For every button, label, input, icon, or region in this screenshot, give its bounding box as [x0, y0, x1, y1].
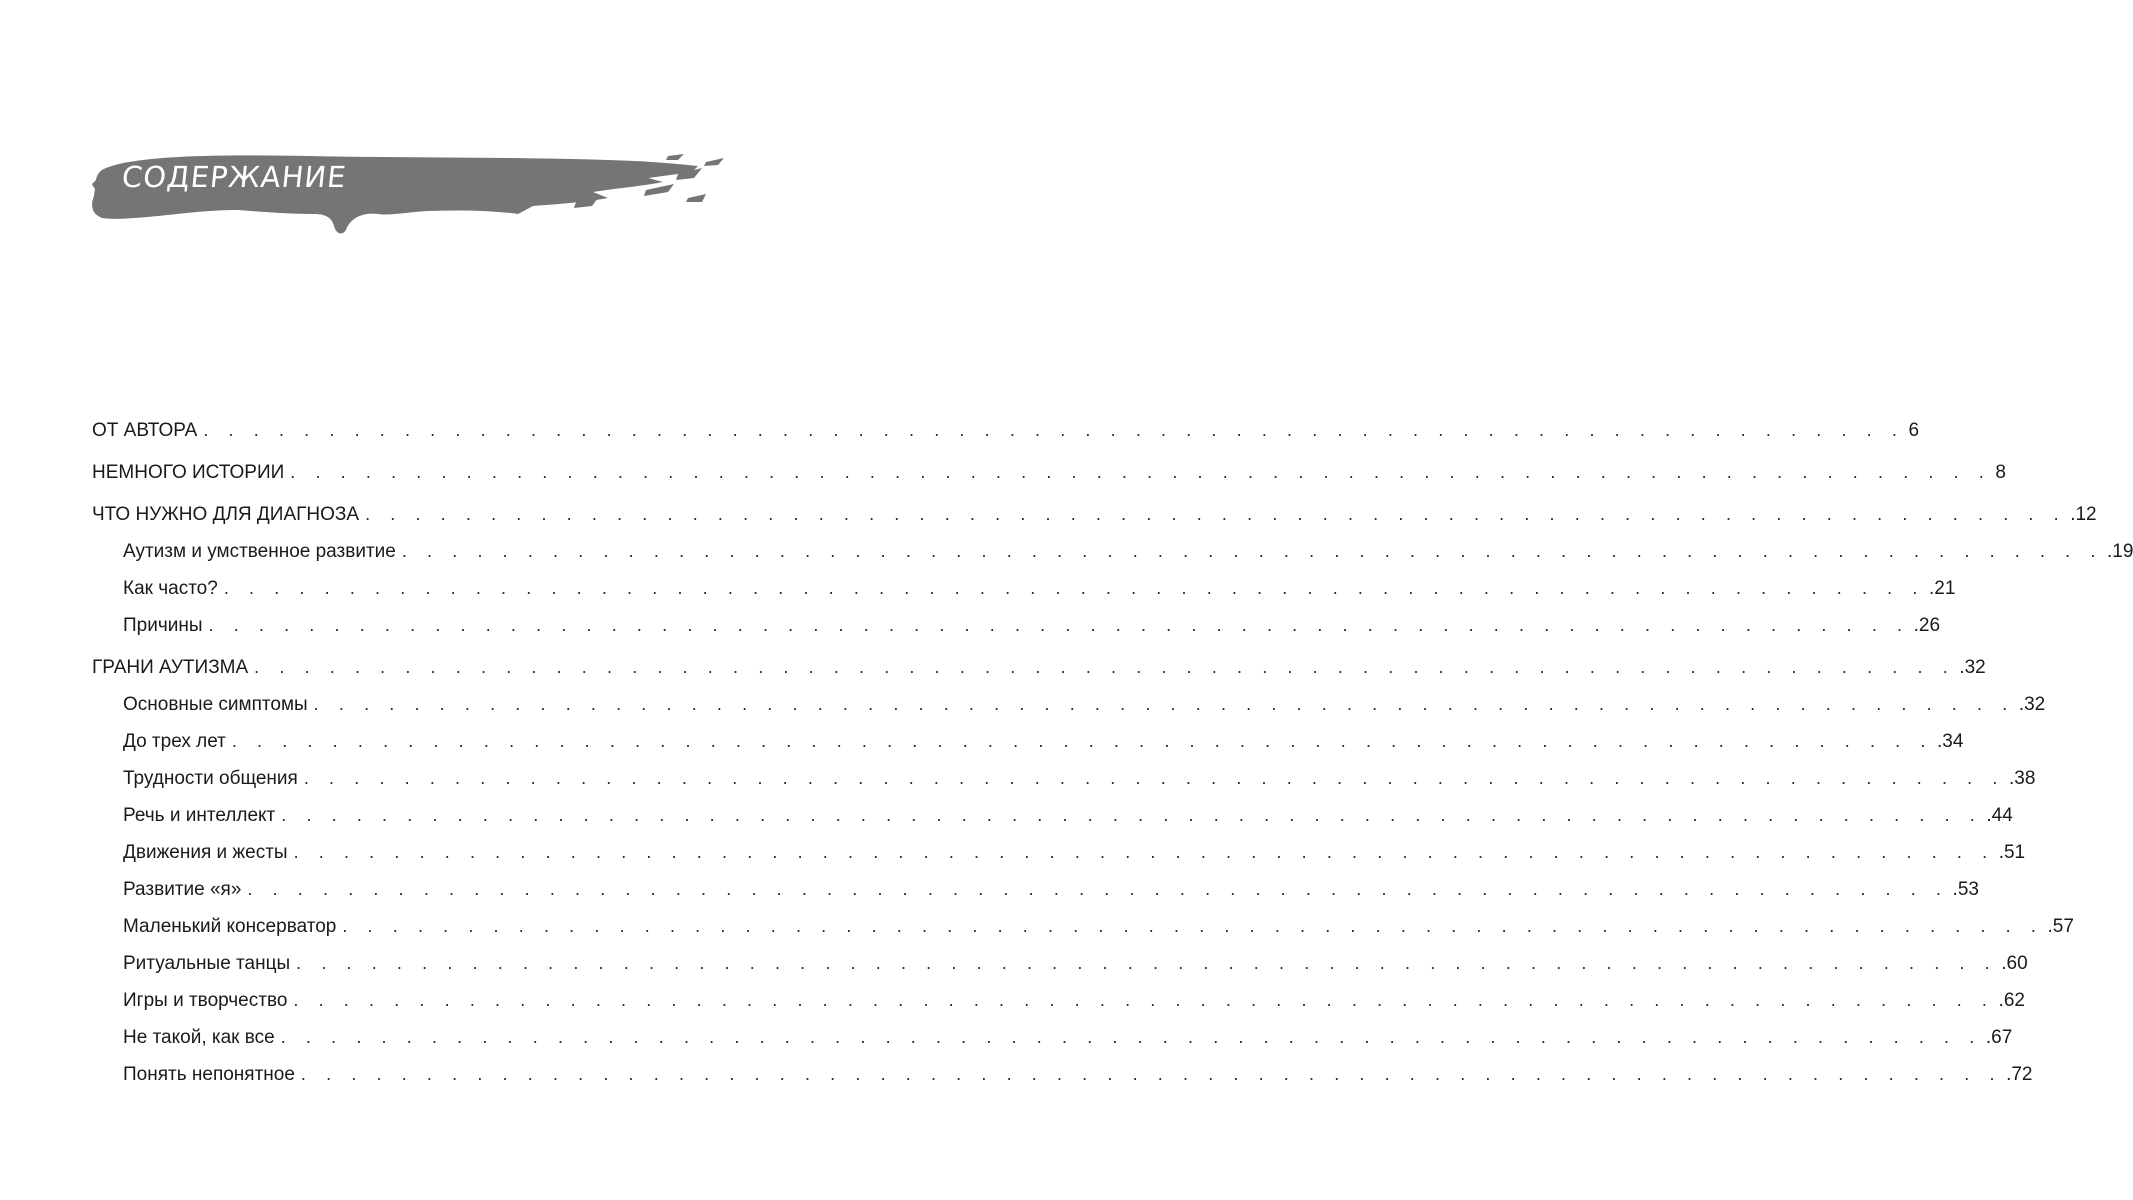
toc-entry-title: Аутизм и умственное развитие: [123, 541, 396, 562]
toc-dot-leader: . . . . . . . . . . . . . . . . . . . . . . . . . . . . . . . . . . . . . . . . . . . . . . . . . . . . . . . . . . . . . . . . . . . .: [342, 916, 2044, 936]
toc-dot-leader: . . . . . . . . . . . . . . . . . . . . . . . . . . . . . . . . . . . . . . . . . . . . . . . . . . . . . . . . . . . . . . . . . . . .: [293, 842, 1995, 862]
toc-page-number: .32: [2018, 694, 2046, 715]
toc-page-number: .32: [1959, 657, 1986, 678]
toc-page-number: .51: [1998, 842, 2026, 863]
toc-section: [92, 834, 2026, 871]
toc-dot-leader: . . . . . . . . . . . . . . . . . . . . . . . . . . . . . . . . . . . . . . . . . . . . . . . . . . . . . . . . . . . . . . . . . . . .: [293, 990, 1995, 1010]
toc-page-number: .53: [1952, 879, 1979, 900]
brush-splatter-4: [704, 158, 724, 166]
brush-splatter-2: [644, 184, 674, 196]
toc-section: [92, 1056, 2033, 1093]
toc-dot-leader: . . . . . . . . . . . . . . . . . . . . . . . . . . . . . . . . . . . . . . . . . . . . . . . . . . . . . . . . . . . . . . . . . . . .: [290, 462, 1992, 482]
contents-title: СОДЕРЖАНИЕ: [120, 160, 349, 194]
toc-section: [92, 982, 2025, 1019]
toc-page-number: .72: [2006, 1064, 2033, 1085]
toc-page-number: .67: [1985, 1027, 2013, 1048]
toc-page-number: .12: [2070, 504, 2097, 525]
toc-entry-title: Речь и интеллект: [123, 805, 276, 826]
toc-section: [92, 723, 1964, 760]
toc-page-number: .38: [2008, 768, 2036, 789]
toc-chapter: [92, 649, 1986, 686]
toc-entry-title: Игры и творчество: [123, 990, 288, 1011]
toc-entry-title: ГРАНИ АУТИЗМА: [92, 657, 249, 678]
toc-dot-leader: . . . . . . . . . . . . . . . . . . . . . . . . . . . . . . . . . . . . . . . . . . . . . . . . . . . . . . . . . . . . . . . . . . . .: [401, 541, 2103, 561]
toc-section: [92, 908, 2074, 945]
toc-page-number: .21: [1928, 578, 1956, 599]
toc-section: [92, 533, 2133, 570]
toc-section: [92, 871, 1979, 908]
toc-dot-leader: . . . . . . . . . . . . . . . . . . . . . . . . . . . . . . . . . . . . . . . . . . . . . . . . . . . . . . . . . . . . . . . . . . . .: [231, 731, 1933, 751]
toc-dot-leader: . . . . . . . . . . . . . . . . . . . . . . . . . . . . . . . . . . . . . . . . . . . . . . . . . . . . . . . . . . . . . . . . . . . .: [208, 615, 1910, 635]
toc-entry-title: Ритуальные танцы: [123, 953, 291, 974]
contents-heading: [88, 148, 728, 240]
toc-section: [92, 945, 2028, 982]
toc-entry-title: Понять непонятное: [123, 1064, 295, 1085]
toc-entry-title: Не такой, как все: [123, 1027, 275, 1048]
toc-entry-title: Движения и жесты: [123, 842, 288, 863]
toc-section: [92, 607, 1941, 644]
toc-page-number: .57: [2047, 916, 2074, 937]
toc-dot-leader: . . . . . . . . . . . . . . . . . . . . . . . . . . . . . . . . . . . . . . . . . . . . . . . . . . . . . . . . . . . . . . . . . . . .: [280, 1027, 1982, 1047]
toc-page-number: 6: [1908, 420, 1920, 441]
toc-page-number: .26: [1913, 615, 1941, 636]
toc-dot-leader: . . . . . . . . . . . . . . . . . . . . . . . . . . . . . . . . . . . . . . . . . . . . . . . . . . . . . . . . . . . . . . . . . . . .: [223, 578, 1925, 598]
toc-dot-leader: . . . . . . . . . . . . . . . . . . . . . . . . . . . . . . . . . . . . . . . . . . . . . . . . . . . . . . . . . . . . . . . . . . . .: [303, 768, 2005, 788]
brush-splatter-5: [686, 194, 706, 202]
toc-dot-leader: . . . . . . . . . . . . . . . . . . . . . . . . . . . . . . . . . . . . . . . . . . . . . . . . . . . . . . . . . . . . . . . . . . . .: [296, 953, 1998, 973]
toc-entry-title: Маленький консерватор: [123, 916, 337, 937]
toc-entry-title: Трудности общения: [123, 768, 298, 789]
toc-dot-leader: . . . . . . . . . . . . . . . . . . . . . . . . . . . . . . . . . . . . . . . . . . . . . . . . . . . . . . . . . . . . . . . . . . . .: [281, 805, 1983, 825]
toc-section: [92, 570, 1956, 607]
table-of-contents: [92, 412, 2133, 1093]
toc-page-number: .62: [1998, 990, 2025, 1011]
toc-entry-title: ОТ АВТОРА: [92, 420, 198, 441]
toc-page-number: .44: [1986, 805, 2013, 826]
toc-section: [92, 797, 2013, 834]
toc-chapter: [92, 496, 2097, 533]
toc-entry-title: ЧТО НУЖНО ДЛЯ ДИАГНОЗА: [92, 504, 360, 525]
toc-entry-title: Основные симптомы: [123, 694, 308, 715]
toc-entry-title: До трех лет: [123, 731, 226, 752]
toc-entry-title: Развитие «я»: [123, 879, 242, 900]
toc-section: [92, 686, 2046, 723]
toc-dot-leader: . . . . . . . . . . . . . . . . . . . . . . . . . . . . . . . . . . . . . . . . . . . . . . . . . . . . . . . . . . . . . . . . . . . .: [203, 420, 1905, 440]
toc-chapter: [92, 454, 2006, 491]
toc-dot-leader: . . . . . . . . . . . . . . . . . . . . . . . . . . . . . . . . . . . . . . . . . . . . . . . . . . . . . . . . . . . . . . . . . . . .: [254, 657, 1956, 677]
brush-splatter-8: [666, 154, 684, 160]
toc-page-number: .60: [2001, 953, 2028, 974]
toc-entry-title: Как часто?: [123, 578, 218, 599]
toc-page-number: .19: [2106, 541, 2133, 562]
toc-page-number: .34: [1937, 731, 1964, 752]
toc-dot-leader: . . . . . . . . . . . . . . . . . . . . . . . . . . . . . . . . . . . . . . . . . . . . . . . . . . . . . . . . . . . . . . . . . . . .: [247, 879, 1949, 899]
toc-section: [92, 1019, 2013, 1056]
toc-entry-title: НЕМНОГО ИСТОРИИ: [92, 462, 285, 483]
toc-dot-leader: . . . . . . . . . . . . . . . . . . . . . . . . . . . . . . . . . . . . . . . . . . . . . . . . . . . . . . . . . . . . . . . . . . . .: [365, 504, 2067, 524]
toc-dot-leader: . . . . . . . . . . . . . . . . . . . . . . . . . . . . . . . . . . . . . . . . . . . . . . . . . . . . . . . . . . . . . . . . . . . .: [313, 694, 2015, 714]
toc-chapter: [92, 412, 1920, 449]
toc-page-number: 8: [1995, 462, 2006, 483]
toc-section: [92, 760, 2036, 797]
toc-entry-title: Причины: [123, 615, 203, 636]
toc-dot-leader: . . . . . . . . . . . . . . . . . . . . . . . . . . . . . . . . . . . . . . . . . . . . . . . . . . . . . . . . . . . . . . . . . . . .: [300, 1064, 2003, 1084]
